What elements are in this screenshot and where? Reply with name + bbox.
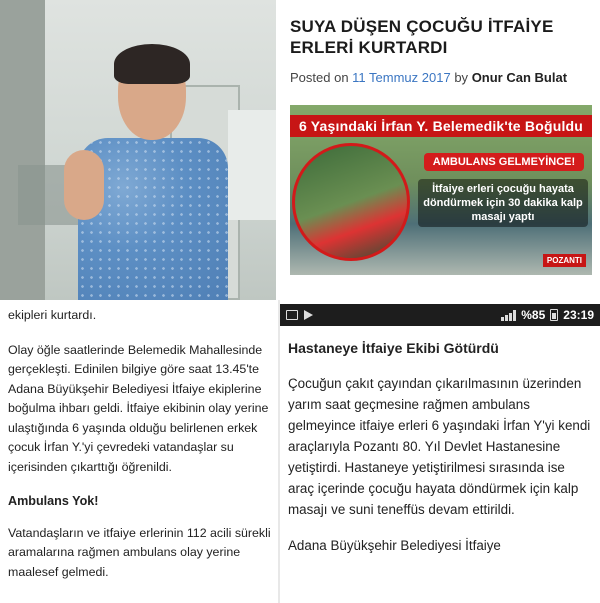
- banner-logo: POZANTI: [543, 254, 586, 267]
- by-label: by: [454, 70, 469, 85]
- child-hair: [114, 44, 190, 84]
- section-heading: Ambulans Yok!: [8, 494, 99, 508]
- signal-icon: [501, 310, 516, 321]
- paragraph: Adana Büyükşehir Belediyesi İtfaiye: [288, 538, 501, 553]
- banner-headline: 6 Yaşındaki İrfan Y. Belemedik'te Boğuldu: [290, 115, 592, 137]
- column-divider: [278, 300, 280, 603]
- news-banner-image: [290, 105, 592, 275]
- thumbs-up-arm: [64, 150, 104, 220]
- battery-percent: %85: [521, 308, 546, 322]
- post-meta: [290, 70, 590, 85]
- play-icon: [304, 310, 313, 320]
- clock: 23:19: [563, 308, 594, 322]
- section-heading: Hastaneye İtfaiye Ekibi Götürdü: [288, 340, 499, 356]
- paragraph: ekipleri kurtardı.: [8, 308, 97, 322]
- status-bar: [280, 304, 600, 326]
- paragraph: Çocuğun çakıt çayından çıkarılmasının üzerinden yarım saat geçmesine rağmen ambulans gelmeyince itfaiye erleri 6 yaşındaki İrfan Y'yi kendi araçlarıyla Pozantı 80. Yıl Devlet Hastanesine yetiştirdi. Hastaneye yetiştirilmesi sırasında ise araç içerinde çocuğu hayata döndürmek için kalp masajı ve suni teneffüs devam ettirildi.: [288, 376, 591, 517]
- gallery-icon: [286, 310, 298, 320]
- posted-label: Posted on: [290, 70, 349, 85]
- photo-radiator: [228, 110, 278, 220]
- banner-rescue-photo: [292, 143, 410, 261]
- banner-alert: AMBULANS GELMEYİNCE!: [424, 153, 584, 171]
- left-article-body: [8, 306, 278, 597]
- banner-caption: İtfaiye erleri çocuğu hayata döndürmek için 30 dakika kalp masajı yaptı: [418, 179, 588, 227]
- post-date-link[interactable]: 11 Temmuz 2017: [352, 70, 451, 85]
- paragraph: Olay öğle saatlerinde Belemedik Mahallesinde gerçekleşti. Edinilen bilgiye göre saat 13.45'te Adana Büyükşehir Belediyesi İtfaiye ekiplerine boğulma ihbarı geldi. İtfaiye ekibinin olay yerine ulaştığında 6 yaşında olduğu belirlenen erkek çocuk İrfan Y.'yi çevredeki vatandaşlar su içerisinden çıkarttığı öğrenildi.: [8, 342, 269, 474]
- article-title[interactable]: SUYA DÜŞEN ÇOCUĞU İTFAİYE ERLERİ KURTARDI: [290, 17, 554, 57]
- battery-icon: [550, 309, 558, 321]
- author-link[interactable]: Onur Can Bulat: [471, 70, 568, 85]
- photo-wall: [0, 0, 45, 300]
- article-header: [280, 0, 600, 300]
- child-photo: [0, 0, 278, 300]
- right-article-body: [288, 338, 594, 571]
- paragraph: Vatandaşların ve itfaiye erlerinin 112 acili sürekli aramalarına rağmen ambulans olay yerine maalesef gelmedi.: [8, 525, 271, 579]
